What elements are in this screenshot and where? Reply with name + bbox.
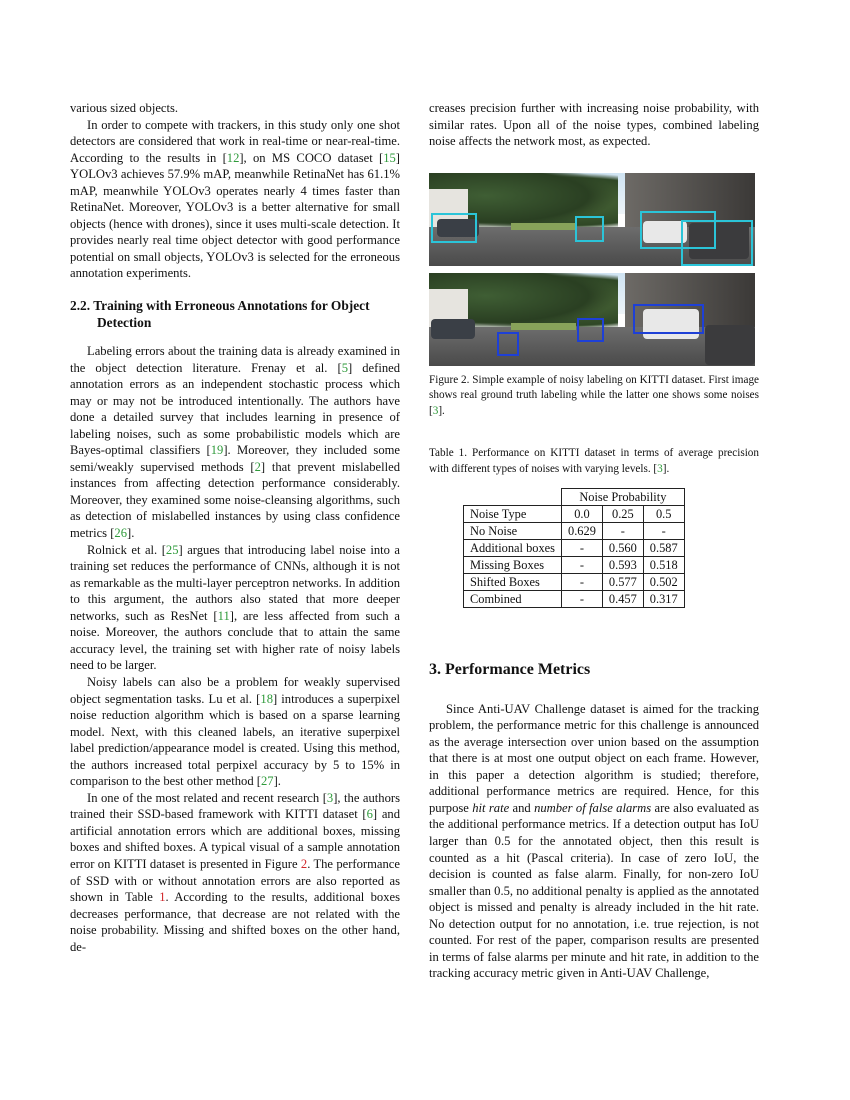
column-header: Noise Type	[464, 505, 562, 522]
table-caption: Table 1. Performance on KITTI dataset in terms of average precision with different types of noises with varying levels. [3].	[429, 447, 759, 476]
bounding-box	[577, 318, 604, 342]
table-cell: 0.577	[602, 573, 643, 590]
group-header: Noise Probability	[562, 488, 685, 505]
figure-2	[429, 173, 759, 420]
paragraph: Since Anti-UAV Challenge dataset is aimed for the tracking problem, the performance metric for this challenge is announced as the average intersection over union based on the assumption that there is at most one output object on each frame. However, in this paper a detection algorithm is studied; therefore, additional performance metrics are required. Hence, for this purpose hit rate and number of false alarms are also evaluated as the additional performance metrics. If a detection output has IoU larger than 0.5 for the annotated object, then this result is counted as a hit (Pascal criteria). In case of zero IoU, the decision is counted as false alarm. Finally, for non-zero IoU smaller than 0.5, no additional penalty is applied as the annotated object is missed and penalty is already included in the hit rate. No detection output for no annotation, i.e. true rejection, is not counted. For rest of the paper, comparison results are presented in terms of false alarms per minute and hit rate, in addition to the tracking accuracy metric given in Anti-UAV Challenge,	[429, 701, 759, 981]
left-column	[70, 100, 400, 955]
paragraph: Rolnick et al. [25] argues that introducing label noise into a training set reduces the performance of CNNs, although it is not as remarkable as the multi-layer perceptron networks. In addition to this argument, the authors also stated that more deeper networks, such as ResNet [11], are less affected from such a noise. Moreover, the authors conclude that to attain the same accuracy level, the training set with higher rate of noisy labels need to be larger.	[70, 542, 401, 673]
bounding-box	[431, 213, 477, 243]
table-cell: Additional boxes	[464, 539, 562, 556]
paragraph: Noisy labels can also be a problem for weakly supervised object segmentation tasks. Lu et al. [18] introduces a superpixel noise reduction algorithm which is based on a sparse learning model. Next, with this cleaned labels, an iterative superpixel label prediction/appearance model is created. Using this method, the authors increased total perpixel accuracy by 5 to 15% in comparison to the best other method [27].	[70, 674, 400, 789]
table-cell: 0.317	[643, 590, 684, 607]
table-row	[464, 590, 685, 607]
table-cell: 0.457	[602, 590, 643, 607]
table-cell: No Noise	[464, 522, 562, 539]
paragraph: In one of the most related and recent research [3], the authors trained their SSD-based framework with KITTI dataset [6] and artificial annotation errors which are additional boxes, missing boxes and shifted boxes. A typical visual of a sample annotation error on KITTI dataset is presented in Figure 2. The performance of SSD with or without annotation errors are also reported as shown in Table 1. According to the results, additional boxes decreases performance, that decrease are not related with the noise probability. Missing and shifted boxes on the other hand, de-	[70, 790, 401, 954]
results-table	[463, 488, 685, 608]
table-cell: Combined	[464, 590, 562, 607]
citation-link[interactable]: 12	[226, 150, 240, 165]
table-row	[464, 556, 685, 573]
table-cell: 0.502	[643, 573, 684, 590]
citation-link[interactable]: 3	[432, 404, 439, 417]
citation-link[interactable]: 25	[165, 542, 179, 557]
table-header-row	[464, 488, 685, 505]
citation-link[interactable]: 15	[383, 150, 396, 165]
bounding-box	[575, 216, 604, 242]
bounding-box	[681, 220, 753, 266]
column-header: 0.5	[643, 505, 684, 522]
citation-link[interactable]: 19	[210, 443, 224, 458]
table-cell: 0.587	[643, 539, 684, 556]
table-cell: Shifted Boxes	[464, 573, 562, 590]
table-cell: -	[643, 522, 684, 539]
table-ref-link[interactable]: 1	[159, 890, 166, 905]
citation-link[interactable]: 6	[366, 807, 373, 822]
column-header: 0.0	[562, 505, 603, 522]
bounding-box	[633, 304, 704, 334]
table-cell: 0.593	[602, 556, 643, 573]
subsection-heading: 2.2. Training with Erroneous Annotations for Object Detection	[70, 298, 370, 331]
paragraph: Labeling errors about the training data is already examined in the object detection literature. Frenay et al. [5] defined annotation errors as an independent stochastic process which may or may not be introduced intentionally. The authors have done a detailed survey that includes learning in presence of labeling noises, such as some probabilistic models which are Bayes-optimal classifiers [19]. Moreover, they included some semi/weakly supervised methods [2] that prevent mislabelled instances from affecting detection performance considerably. Moreover, they examined some noise-cleansing algorithms, such as detection of mislabelled instances by using class confidence metrics [26].	[70, 344, 401, 541]
table-row	[464, 522, 685, 539]
citation-link[interactable]: 3	[326, 790, 334, 805]
table-header-row	[464, 505, 685, 522]
right-column	[429, 100, 759, 982]
paragraph: creases precision further with increasing noise probability, with similar rates. Upon all of the noise types, combined labeling noise affects the network most, as expected.	[429, 101, 759, 149]
bounding-box	[497, 332, 519, 356]
ground-truth-image	[429, 173, 755, 266]
table-cell: 0.518	[643, 556, 684, 573]
table-cell: Missing Boxes	[464, 556, 562, 573]
table-cell: 0.629	[562, 522, 603, 539]
citation-link[interactable]: 18	[260, 691, 273, 706]
noisy-label-image	[429, 273, 755, 366]
table-cell: -	[602, 522, 643, 539]
citation-link[interactable]: 3	[657, 463, 663, 476]
table-cell: -	[562, 590, 603, 607]
table-row	[464, 539, 685, 556]
citation-link[interactable]: 27	[260, 774, 274, 789]
table-cell: -	[562, 539, 603, 556]
table-cell: -	[562, 573, 603, 590]
table-row	[464, 573, 685, 590]
column-header: 0.25	[602, 505, 643, 522]
citation-link[interactable]: 2	[254, 459, 261, 474]
section-heading: 3. Performance Metrics	[429, 660, 591, 678]
table-cell: 0.560	[602, 539, 643, 556]
paragraph: various sized objects.	[70, 101, 179, 115]
citation-link[interactable]: 11	[217, 608, 230, 623]
figure-ref-link[interactable]: 2	[300, 856, 308, 871]
citation-link[interactable]: 26	[114, 526, 128, 541]
paragraph: In order to compete with trackers, in this study only one shot detectors are considered that work in real-time or near-real-time. According to the results in [12], on MS COCO dataset [15] YOLOv3 achieves 57.9% mAP, meanwhile RetinaNet has 61.1% mAP, meanwhile YOLOv3 operates nearly 4 times faster than RetinaNet. Moreover, YOLOv3 is a better alternative for small objects (hence with drones), since it uses multi-scale detection. It provides nearly real time object detector with good performance potential on small objects, YOLOv3 is selected for the erroneous annotation experiments.	[70, 117, 400, 281]
figure-caption: Figure 2. Simple example of noisy labeling on KITTI dataset. First image shows real ground truth labeling while the latter one shows some noises [3].	[429, 373, 759, 417]
citation-link[interactable]: 5	[341, 360, 348, 375]
table-cell: -	[562, 556, 603, 573]
